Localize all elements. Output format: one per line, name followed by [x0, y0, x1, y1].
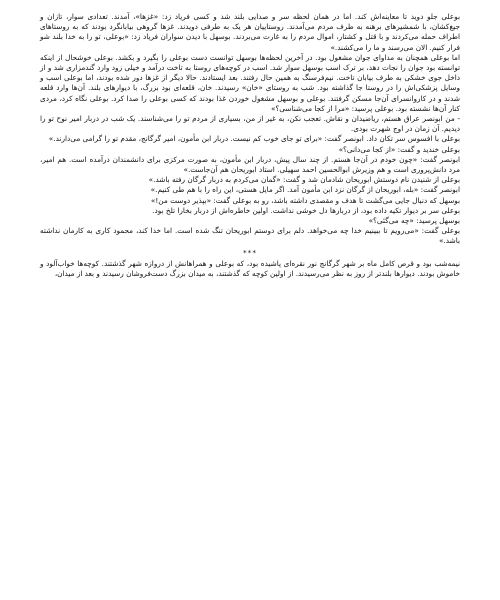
paragraph-1: بوعلی جلو دوید تا معاینه‌اش کند. اما در همان لحظه سر و صدایی بلند شد و کسی فریاد زد: «غزها»، آمدند. تعدادی سوار، تازان و جیغ‌کشان، با شمشیرهای برهنه به طرف مردم می‌آمدند. روستاییان هر یک به طرفی دویدند. غزها گروهی بیابانگرد بودند که به روستاهای اطراف حمله می‌کردند و با قتل و کشتار، اموال مردم را به غارت می‌بردند. بوسهل با دیدن سواران فریاد زد: «بوعلی، تو را به خدا بلند شو فرار کنیم. الان می‌رسند و ما را می‌کشند.»	[40, 12, 460, 52]
paragraph-6: ابونصر گفت: «چون خودم در آن‌جا هستم. از چند سال پیش، دربار ابن مأمون، به صورت مرکزی برای دانشمندان درآمده است. هم امیر، مرد دانش‌پروری است و هم وزیرش ابوالحسین احمد سهیلی. استاد ابوریحان هم آن‌جاست.»	[40, 154, 460, 175]
paragraph-11: بوسهل پرسید: «چه می‌گئی؟»	[368, 216, 460, 226]
paragraph-8: ابونصر گفت: «بله، ابوریحان از گرگان نزد ابن مأمون آمد. اگر مایل هستی، این راه را با هم طی کنیم.»	[150, 185, 460, 195]
paragraph-10: بوعلی سر بر دیوار تکیه داده بود، از دربارها دل خوشی نداشت. اولین خاطره‌اش از دربار بخارا تلخ بود.	[152, 205, 460, 215]
paragraph-5: بوعلی خندید و گفت: «از کجا می‌دانی؟»	[338, 144, 460, 154]
paragraph-9: بوسهل که دنبال جایی می‌گشت تا هدف و مقصدی داشته باشد، رو به بوعلی گفت: «بپذیر دوست من!»	[150, 195, 460, 205]
paragraph-2: اما بوعلی همچنان به مداوای جوان مشغول بود. در آخرین لحظه‌ها بوسهل توانست دست بوعلی را بگیرد و بکشد. بوعلی خوشحال از اینکه توانسته بود جوان را نجات دهد، بر ترک اسب بوسهل سوار شد. اسب در کوچه‌های روستا به تاخت درآمد و خیلی زود وارد گندمزاری شد و از داخل جوی خشکی به طرف بیابان تاخت. نیم‌فرسنگ به همین حال رفتند. بعد ایستادند. حالا دیگر از غزها دور شده بودند، اما بوعلی اسب و وسایل پزشکی‌اش را در روستا جا گذاشته بود. شب به روستای «خان» رسیدند. خان، قلعه‌ای بود بزرگ، با دیوارهای بلند. آن‌ها وارد قلعه شدند و در کاروانسرای آن‌جا مسکن گرفتند. بوعلی و بوسهل مشغول خوردن غذا بودند که کسی بوعلی را صدا کرد. بوعلی نگاه کرد، مردی کنار آن‌ها نشسته بود. بوعلی پرسید: «مرا از کجا می‌شناسی؟»	[40, 52, 460, 113]
section-separator: ***	[243, 247, 257, 257]
paragraph-4: بوعلی با افسوس سر تکان داد. ابونصر گفت: «برای تو جای خوب کم نیست. دربار ابن مأمون، امیر گرگانج، مقدم تو را گرامی می‌دارند.»	[48, 134, 460, 144]
paragraph-13: نیمه‌شب بود و قرص کامل ماه بر شهر گرگانج نور نقره‌ای پاشیده بود، که بوعلی و همراهانش از دروازه شهر گذشتند. کوچه‌ها خواب‌آلود و خاموش بودند. دیوارها بلندتر از روز به نظر می‌رسیدند. از اولین کوچه که گذشتند، به میدان بزرگ دست‌فروشان رسیدند و بعد از میدان،	[40, 258, 460, 279]
paragraph-12: بوعلی گفت: «می‌رویم تا ببینیم خدا چه می‌خواهد. دلم برای دوستم ابوریحان تنگ شده است. اما خدا کند، محمود کاری به کارمان نداشته باشد.»	[40, 226, 460, 246]
paragraph-3: - من ابونصر عراق هستم، ریاضیدان و نقاش. تعجب نکن، به غیر از من، بسیاری از مردم تو را می‌شناسند. یک شب در دربار امیر نوح تو را دیدیم. آن زمان در اوج شهرت بودی.	[40, 114, 460, 134]
paragraph-7: بوعلی از شنیدن نام دوستش ابوریحان شادمان شد و گفت: «گمان می‌کردم به دربار گرگان رفته باشد.»	[148, 175, 460, 185]
